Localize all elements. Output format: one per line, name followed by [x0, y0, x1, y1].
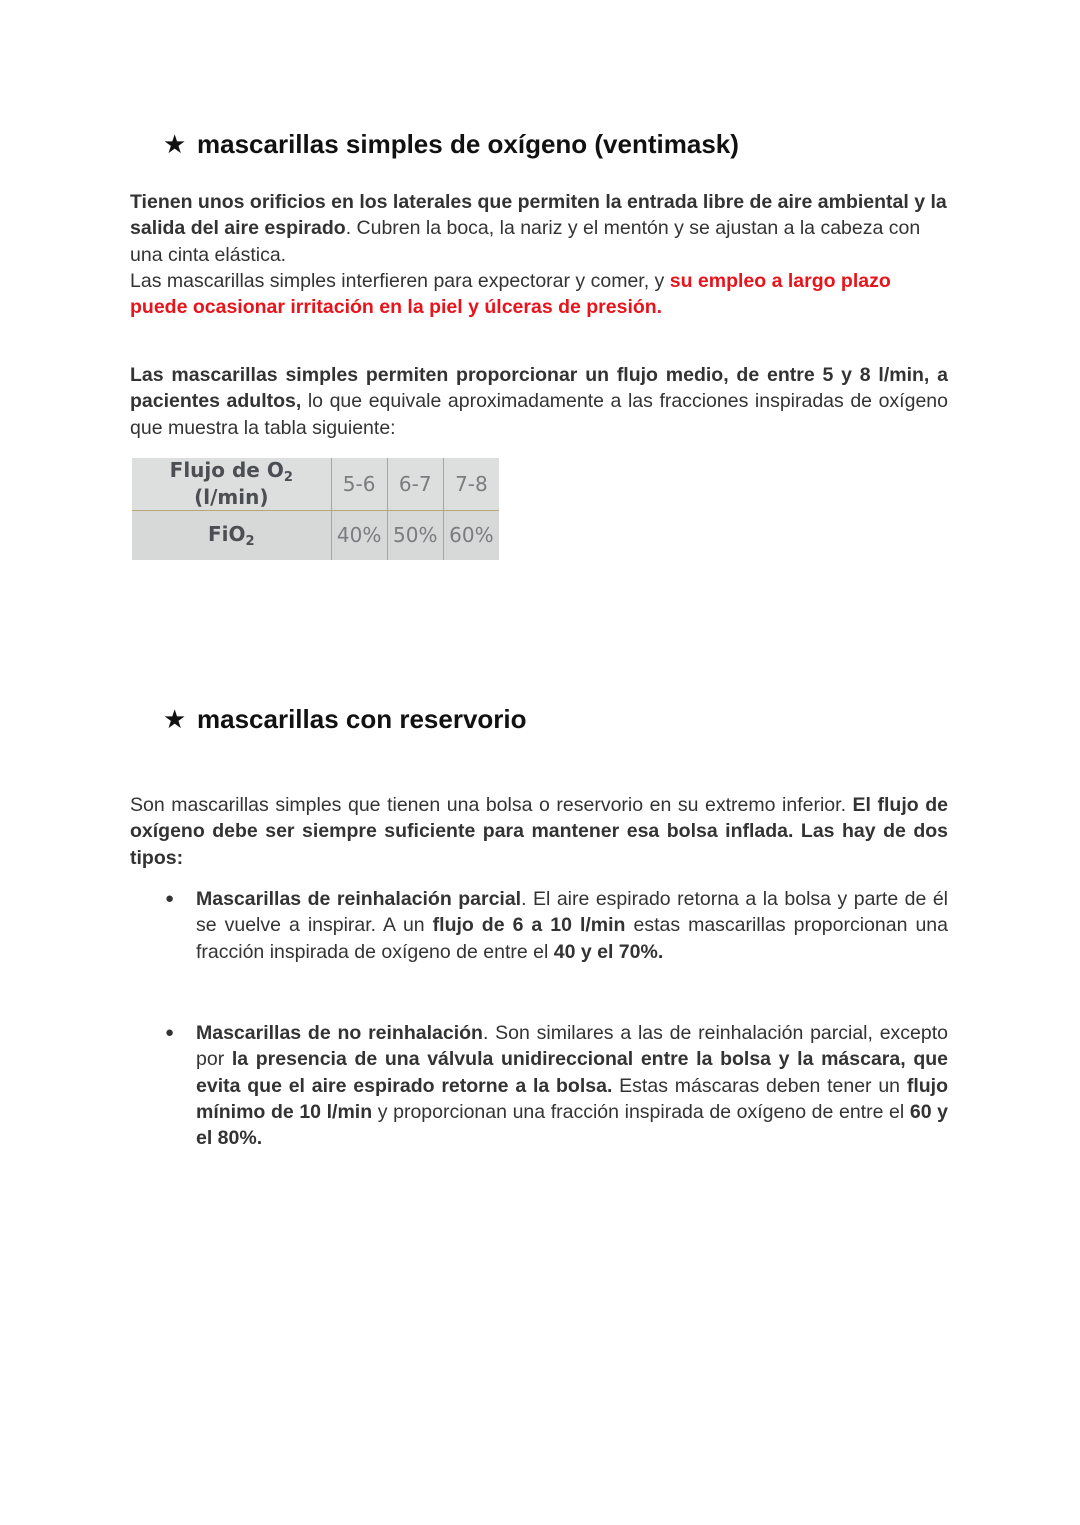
section-heading-mascarillas-reservorio: [163, 703, 527, 735]
table-row: [132, 458, 499, 510]
paragraph-description: Tienen unos orificios en los laterales que permiten la entrada libre de aire ambiental y la salida del aire espirado. Cubren la boca, la nariz y el mentón y se ajustan a la cabeza con una cinta elástica. Las mascarillas simples interfieren para expectorar y comer, y su empleo a largo plazo puede ocasionar irritación en la piel y úlceras de presión.: [130, 191, 947, 319]
bullet-icon: ●: [165, 1024, 175, 1041]
star-icon: ★: [163, 704, 187, 734]
table-cell: 40%: [331, 510, 387, 560]
warning-text: su empleo a largo plazo puede ocasionar irritación en la piel y úlceras de presión.: [130, 269, 891, 319]
table-cell: 7-8: [443, 458, 499, 510]
table-cell: 50%: [387, 510, 443, 560]
list-item-text: Mascarillas de no reinhalación. Son similares a las de reinhalación parcial, excepto por la presencia de una válvula unidireccional entre la bolsa y la máscara, que evita que el aire espirado retorne a la bolsa. Estas máscaras deben tener un flujo mínimo de 10 l/min y proporcionan una fracción inspirada de oxígeno de entre el 60 y el 80%.: [196, 1022, 949, 1150]
table-cell: 5-6: [331, 458, 387, 510]
table-cell: 6-7: [387, 458, 443, 510]
star-icon: ★: [163, 129, 187, 159]
section-title: mascarillas con reservorio: [197, 704, 527, 734]
list-item: [130, 1020, 948, 1151]
table-header-fio2: FiO$_2$: [132, 510, 331, 560]
table-header-flow: Flujo de $O_2$ (l/min): [132, 458, 331, 510]
table-row: [132, 510, 499, 560]
oxygen-flow-table: [132, 458, 499, 560]
list-item-text: Mascarillas de reinhalación parcial. El aire espirado retorna a la bolsa y parte de él se vuelve a inspirar. A un flujo de 6 a 10 l/min estas mascarillas proporcionan una fracción inspirada de oxígeno de entre el 40 y el 70%.: [196, 888, 949, 963]
bullet-icon: ●: [165, 890, 175, 907]
paragraph-reservorio-intro: Son mascarillas simples que tienen una bolsa o reservorio en su extremo inferior. El flujo de oxígeno debe ser siempre suficiente para mantener esa bolsa inflada. Las hay de dos tipos:: [130, 794, 948, 869]
list-item: [130, 886, 948, 965]
table-cell: 60%: [443, 510, 499, 560]
section-heading-mascarillas-simples: [163, 128, 739, 160]
section-title: mascarillas simples de oxígeno (ventimask): [197, 129, 739, 159]
paragraph-flow: Las mascarillas simples permiten proporcionar un flujo medio, de entre 5 y 8 l/min, a pacientes adultos, lo que equivale aproximadamente a las fracciones inspiradas de oxígeno que muestra la tabla siguiente:: [130, 364, 948, 439]
